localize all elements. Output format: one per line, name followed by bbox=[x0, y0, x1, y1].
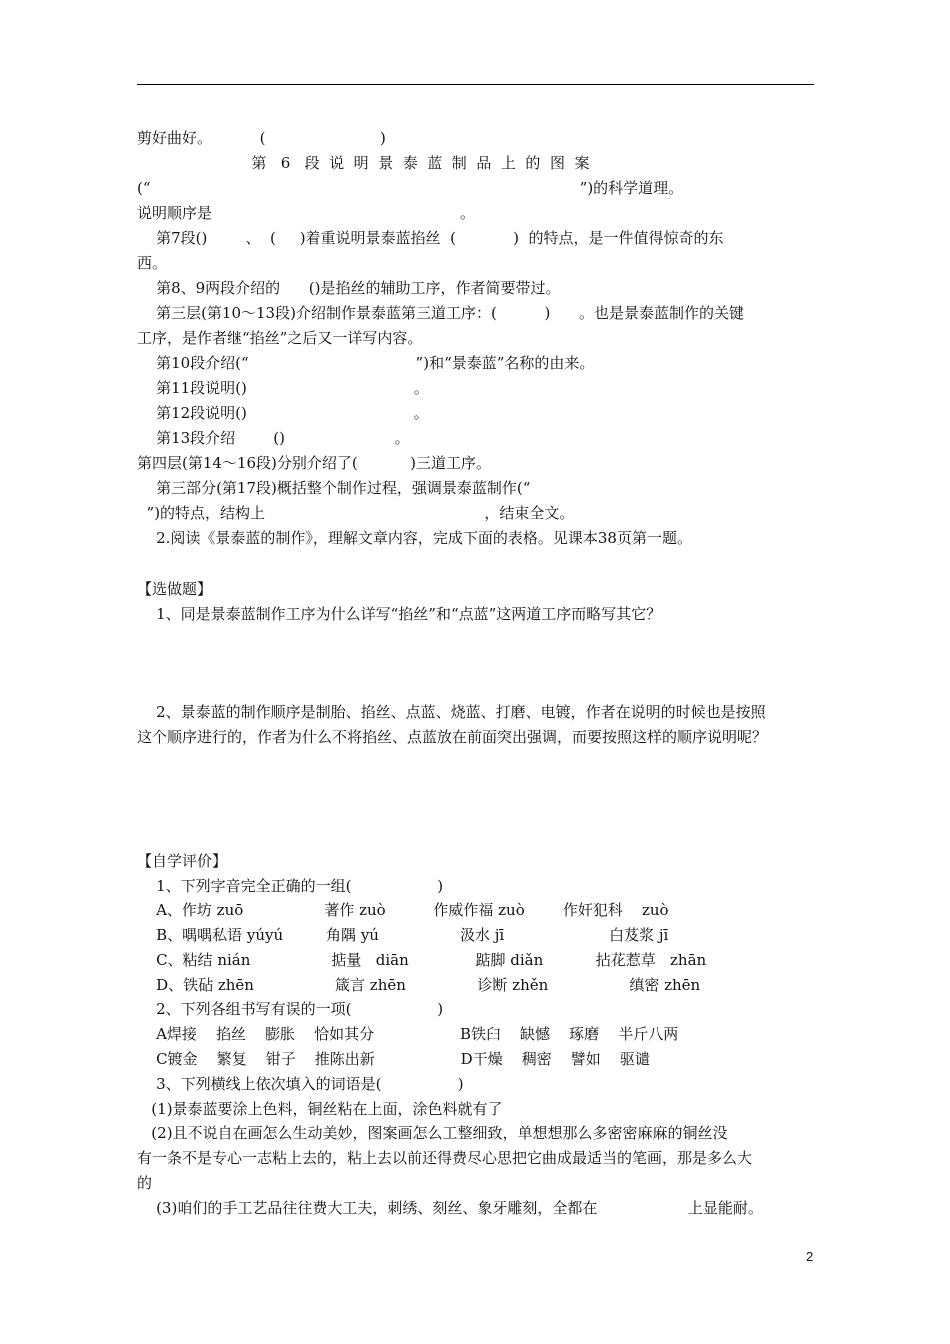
text-line: 的 bbox=[137, 1174, 153, 1192]
text-line: 1、同是景泰蓝制作工序为什么详写“掐丝”和“点蓝”这两道工序而略写其它？ bbox=[137, 605, 662, 623]
text-line: (3)咱们的手工艺品往往费大工夫，刺绣、刻丝、象牙雕刻，全都在 上显能耐。 bbox=[137, 1199, 763, 1217]
text-line: 第11段说明() 。 bbox=[137, 379, 429, 397]
text-line: (1)景泰蓝要涂上色料，铜丝粘在上面，涂色料就有了 bbox=[137, 1100, 503, 1118]
text-line: 第12段说明() 。 bbox=[137, 404, 429, 422]
text-line: B、喁喁私语 yúyú 角隅 yú 汲水 jī 白芨浆 jī bbox=[137, 926, 669, 944]
text-line: 西。 bbox=[137, 254, 168, 272]
text-line: 2.阅读《景泰蓝的制作》，理解文章内容，完成下面的表格。见课本38页第一题。 bbox=[137, 529, 692, 547]
section-heading: 【自学评价】 bbox=[137, 852, 228, 870]
text-line: D、铁砧 zhēn 箴言 zhēn 诊断 zhěn 缜密 zhēn bbox=[137, 976, 701, 994]
text-line: C镀金 繁复 钳子 推陈出新 D干燥 稠密 譬如 驱谴 bbox=[137, 1050, 650, 1068]
text-line: A焊接 掐丝 膨胀 恰如其分 B铁臼 缺憾 琢磨 半斤八两 bbox=[137, 1025, 679, 1043]
text-line: 第四层(第14～16段)分别介绍了( )三道工序。 bbox=[137, 454, 492, 472]
text-line: 第三层(第10～13段)介绍制作景泰蓝第三道工序：( ) 。也是景泰蓝制作的关键 bbox=[137, 304, 744, 322]
text-line: (“ ”)的科学道理。 bbox=[137, 179, 684, 197]
text-line: 第13段介绍 () 。 bbox=[137, 429, 410, 447]
text-line: 有一条不是专心一志粘上去的，粘上去以前还得费尽心思把它曲成最适当的笔画，那是多么大 bbox=[137, 1149, 753, 1167]
text-line: 第8、9两段介绍的 ()是掐丝的辅助工序，作者简要带过。 bbox=[137, 279, 561, 297]
text-line: 说明顺序是 。 bbox=[137, 204, 475, 222]
section-heading: 【选做题】 bbox=[137, 580, 213, 598]
page-number: 2 bbox=[806, 1249, 814, 1264]
text-line: 2、下列各组书写有误的一项( ) bbox=[137, 1000, 444, 1018]
text-line: 第 6 段 说 明 景 泰 蓝 制 品 上 的 图 案 bbox=[137, 154, 590, 172]
text-line: 1、下列字音完全正确的一组( ) bbox=[137, 877, 444, 895]
text-line: 这个顺序进行的，作者为什么不将掐丝、点蓝放在前面突出强调，而要按照这样的顺序说明呢？ bbox=[137, 728, 768, 746]
text-line: 第7段() 、 ( )着重说明景泰蓝掐丝 ( ) 的特点，是一件值得惊奇的东 bbox=[137, 229, 724, 247]
text-line: C、粘结 nián 掂量 diān 踮脚 diǎn 拈花惹草 zhān bbox=[137, 951, 707, 969]
text-line: 2、景泰蓝的制作顺序是制胎、掐丝、点蓝、烧蓝、打磨、电镀，作者在说明的时候也是按照 bbox=[137, 703, 766, 721]
text-line: (2)且不说自在画怎么生动美妙，图案画怎么工整细致，单想想那么多密密麻麻的铜丝没 bbox=[137, 1124, 728, 1142]
text-line: 3、下列横线上依次填入的词语是( ) bbox=[137, 1075, 464, 1093]
text-line: 第三部分(第17段)概括整个制作过程，强调景泰蓝制作(“ bbox=[137, 479, 531, 497]
text-line: A、作坊 zuō 著作 zuò 作威作福 zuò 作奸犯科 zuò bbox=[137, 901, 669, 919]
text-line: 第10段介绍(“ ”)和“景泰蓝”名称的由来。 bbox=[137, 354, 595, 372]
text-line: 剪好曲好。 ( ) bbox=[137, 129, 386, 147]
text-line: 工序，是作者继“掐丝”之后又一详写内容。 bbox=[137, 329, 423, 347]
text-line: ”)的特点，结构上 ，结束全文。 bbox=[137, 504, 575, 522]
header-rule bbox=[137, 84, 814, 85]
